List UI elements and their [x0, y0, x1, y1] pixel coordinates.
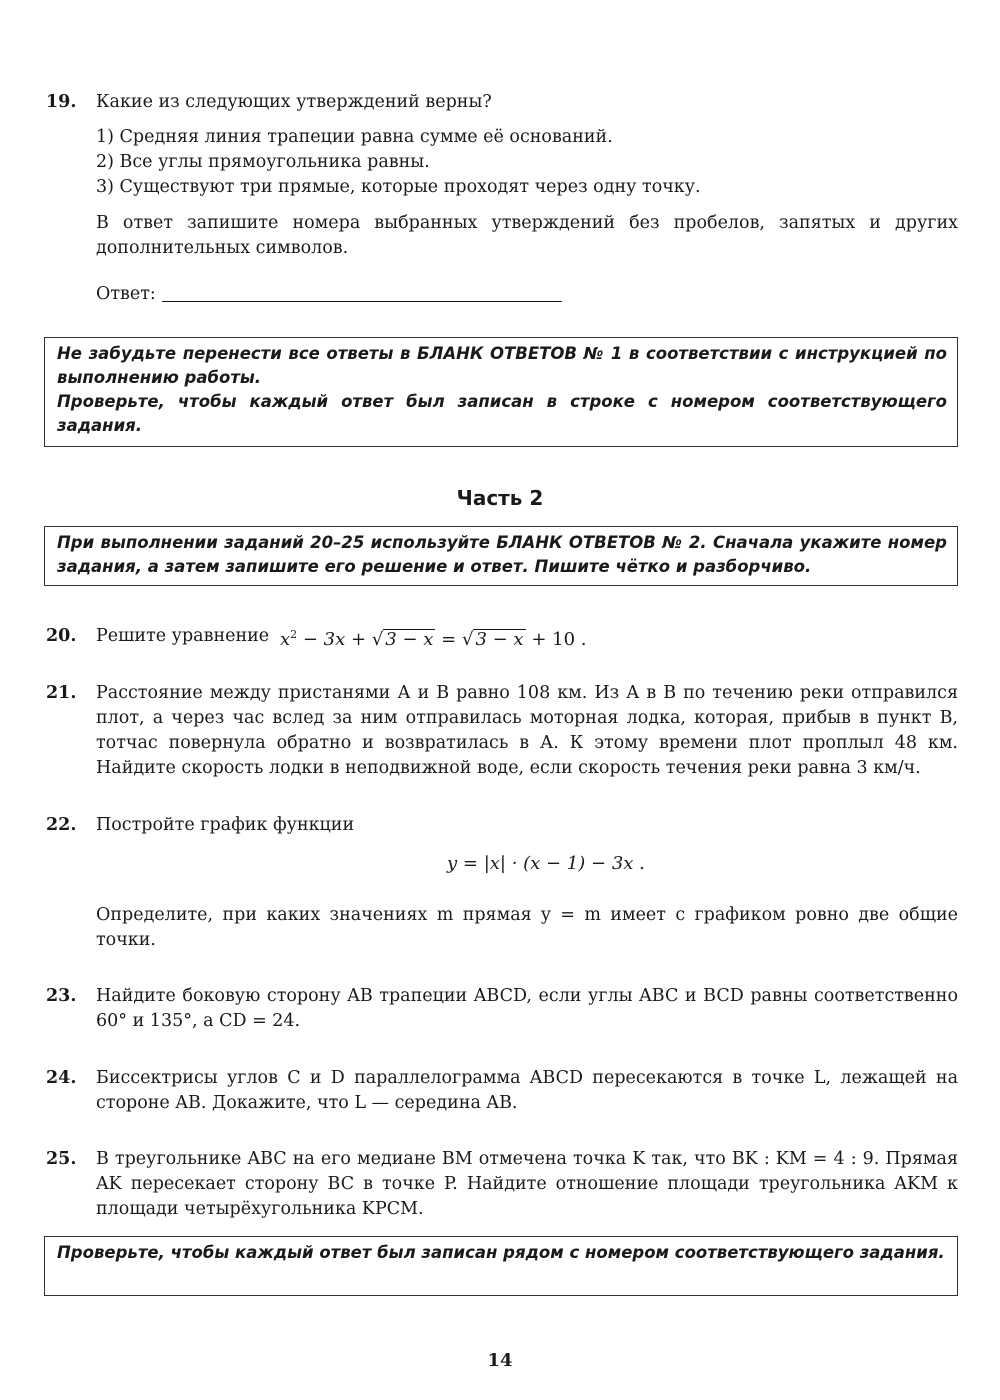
eq-exponent: 2	[290, 628, 298, 641]
task-22-text-2: Определите, при каких значениях m прямая y = m имеет с графиком ровно две общие точки.	[96, 905, 958, 950]
task-19-statement-2: 2) Все углы прямоугольника равны.	[96, 152, 430, 172]
task-20-text: Решите уравнение	[96, 626, 270, 646]
task-23-number: 23.	[46, 986, 77, 1006]
task-24-number: 24.	[46, 1068, 77, 1088]
radical-icon: √	[371, 629, 384, 650]
notice-1-line-2: Проверьте, чтобы каждый ответ был записан в строке с номером соответствующего задания.	[57, 392, 947, 435]
task-20-number: 20.	[46, 626, 77, 646]
eq-sqrt-2: 3 − x	[475, 629, 524, 650]
part-2-instruction-box	[44, 526, 958, 586]
task-23-text: Найдите боковую сторону AB трапеции ABCD, если углы ABC и BCD равны соответственно 60° и 135°, а CD = 24.	[96, 986, 958, 1031]
page-number: 14	[487, 1350, 513, 1371]
task-19-question: Какие из следующих утверждений верны?	[96, 92, 492, 112]
notice-box-1	[44, 337, 958, 447]
notice-2-text: Проверьте, чтобы каждый ответ был записан рядом с номером соответствующего задания.	[57, 1243, 945, 1262]
part-2-heading: Часть 2	[456, 486, 544, 510]
task-19-statement-3: 3) Существуют три прямые, которые проходят через одну точку.	[96, 177, 701, 197]
task-24-text: Биссектрисы углов C и D параллелограмма ABCD пересекаются в точке L, лежащей на стороне AB. Докажите, что L — середина AB.	[96, 1068, 958, 1113]
task-25-number: 25.	[46, 1149, 77, 1169]
notice-box-2	[44, 1236, 958, 1296]
answer-line[interactable]	[162, 279, 562, 302]
task-20-equation	[280, 622, 586, 652]
task-19-statement-1: 1) Средняя линия трапеции равна сумме её оснований.	[96, 127, 613, 147]
eq-part-a: − 3x +	[297, 629, 372, 650]
task-22-formula: y = |x| · (x − 1) − 3x .	[447, 853, 645, 874]
task-21-number: 21.	[46, 683, 77, 703]
task-19-instruction: В ответ запишите номера выбранных утверждений без пробелов, запятых и других дополнительных символов.	[96, 213, 958, 258]
eq-x: x	[280, 629, 291, 650]
task-19-number: 19.	[46, 92, 77, 112]
task-22-number: 22.	[46, 815, 77, 835]
part-2-instruction: При выполнении заданий 20–25 используйте БЛАНК ОТВЕТОВ № 2. Сначала укажите номер задания, а затем запишите его решение и ответ. Пишите чётко и разборчиво.	[57, 533, 947, 576]
radical-icon: √	[461, 629, 474, 650]
answer-label: Ответ:	[96, 284, 156, 304]
notice-1-line-1: Не забудьте перенести все ответы в БЛАНК ОТВЕТОВ № 1 в соответствии с инструкцией по выполнению работы.	[57, 344, 947, 387]
task-21-text: Расстояние между пристанями А и В равно 108 км. Из А в В по течению реки отправился плот, а через час вслед за ним отправилась моторная лодка, которая, прибыв в пункт В, тотчас повернула обратно и возвратилась в А. К этому времени плот проплыл 48 км. Найдите скорость лодки в неподвижной воде, если скорость течения реки равна 3 км/ч.	[96, 683, 958, 778]
eq-tail: + 10 .	[525, 629, 587, 650]
task-22-text: Постройте график функции	[96, 815, 355, 835]
eq-equals: =	[435, 629, 462, 650]
eq-sqrt-1: 3 − x	[385, 629, 434, 650]
task-25-text: В треугольнике ABC на его медиане BM отмечена точка K так, что BK : KM = 4 : 9. Прямая AK пересекает сторону BC в точке P. Найдите отношение площади треугольника AKM к площади четырёхугольника KPCM.	[96, 1149, 958, 1219]
